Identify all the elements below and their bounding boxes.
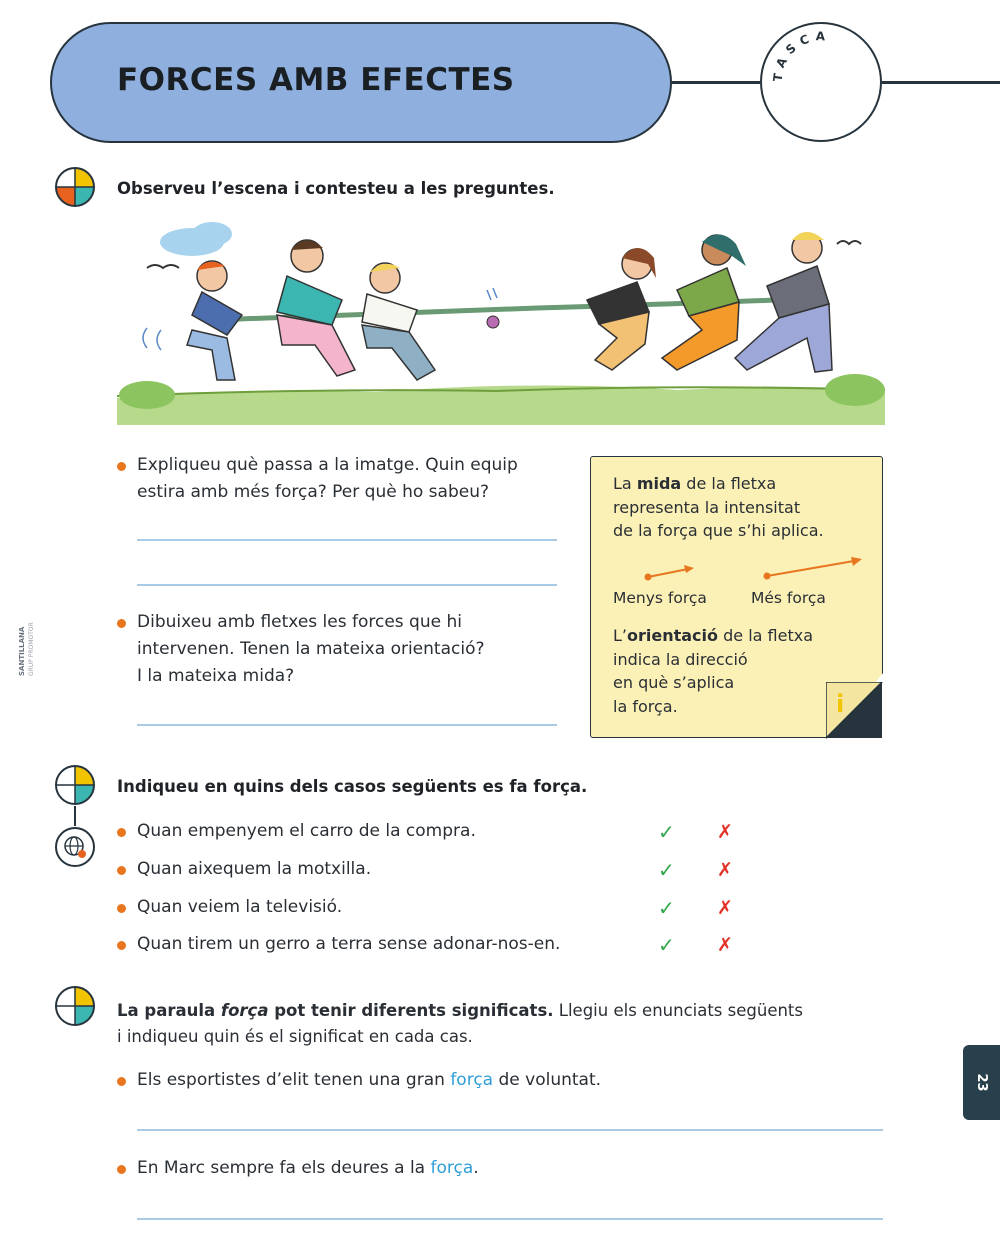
check-option[interactable]: ✓ bbox=[658, 858, 675, 882]
info-corner-icon bbox=[826, 682, 884, 739]
cross-option[interactable]: ✗ bbox=[717, 934, 733, 956]
four-quarter-icon bbox=[54, 166, 96, 208]
case-item: Quan veiem la televisió. bbox=[117, 894, 342, 921]
answer-line[interactable] bbox=[137, 1218, 883, 1220]
case-item: Quan empenyem el carro de la compra. bbox=[117, 818, 476, 845]
instruction-observe: Observeu l’escena i contesteu a les preguntes. bbox=[117, 179, 555, 198]
question-explain bbox=[117, 452, 518, 506]
instruction-meanings: La paraula força pot tenir diferents significats. Llegiu els enunciats següents i indiqueu quin és el significat en cada cas. bbox=[117, 1001, 803, 1046]
globe-digital-icon[interactable] bbox=[54, 826, 96, 868]
bullet-dot bbox=[117, 941, 126, 950]
less-force-label: Menys força bbox=[613, 589, 707, 607]
svg-text:GRUP PROMOTOR: GRUP PROMOTOR bbox=[28, 622, 35, 676]
force-arrows-diagram bbox=[640, 556, 870, 586]
cross-option[interactable]: ✗ bbox=[717, 859, 733, 881]
question-line: estira amb més força? Per què ho sabeu? bbox=[137, 482, 489, 502]
answer-line[interactable] bbox=[137, 584, 557, 586]
tasca-badge-label bbox=[760, 22, 882, 142]
more-force-label: Més força bbox=[751, 589, 826, 607]
question-line: intervenen. Tenen la mateixa orientació? bbox=[137, 639, 485, 659]
cross-option[interactable]: ✗ bbox=[717, 897, 733, 919]
answer-line[interactable] bbox=[137, 724, 557, 726]
question-line: Expliqueu què passa a la imatge. Quin equip bbox=[137, 455, 518, 475]
question-line: I la mateixa mida? bbox=[137, 666, 295, 686]
sentence-item: Els esportistes d’elit tenen una gran força de voluntat. bbox=[117, 1067, 601, 1094]
question-draw-arrows bbox=[117, 609, 485, 690]
bullet-dot bbox=[117, 619, 126, 628]
highlighted-word: força bbox=[450, 1070, 494, 1090]
bullet-dot bbox=[117, 462, 126, 471]
large-force-arrow bbox=[767, 561, 854, 576]
info-paragraph-orientation: L’orientació de la fletxa indica la direcció en què s’aplica la força. bbox=[613, 626, 813, 716]
check-option[interactable]: ✓ bbox=[658, 820, 675, 844]
title-connector-line-right bbox=[882, 81, 1000, 84]
case-item: Quan aixequem la motxilla. bbox=[117, 856, 371, 883]
question-line: Dibuixeu amb fletxes les forces que hi bbox=[137, 612, 462, 632]
bullet-dot bbox=[117, 866, 126, 875]
answer-line[interactable] bbox=[137, 1129, 883, 1131]
case-item: Quan tirem un gerro a terra sense adonar-nos-en. bbox=[117, 931, 560, 958]
info-paragraph-size: La mida de la fletxa representa la intensitat de la força que s’hi aplica. bbox=[613, 474, 824, 540]
bullet-dot bbox=[117, 904, 126, 913]
bullet-dot bbox=[117, 828, 126, 837]
page-number: 23 bbox=[974, 1073, 989, 1092]
check-option[interactable]: ✓ bbox=[658, 896, 675, 920]
bullet-dot bbox=[117, 1165, 126, 1174]
svg-text:TASCA: TASCA bbox=[770, 29, 832, 83]
bullet-dot bbox=[117, 1077, 126, 1086]
publisher-logo bbox=[6, 580, 36, 680]
page-title: FORCES AMB EFECTES bbox=[117, 62, 515, 98]
instruction-indicate: Indiqueu en quins dels casos següents es fa força. bbox=[117, 777, 588, 796]
sentence-item: En Marc sempre fa els deures a la força. bbox=[117, 1155, 479, 1182]
cross-option[interactable]: ✗ bbox=[717, 821, 733, 843]
tug-of-war-illustration bbox=[117, 220, 885, 432]
answer-line[interactable] bbox=[137, 539, 557, 541]
highlighted-word: força bbox=[430, 1158, 474, 1178]
svg-text:SANTILLANA: SANTILLANA bbox=[18, 626, 26, 676]
svg-text:i: i bbox=[836, 690, 845, 718]
half-quarter-icon bbox=[54, 985, 96, 1027]
check-option[interactable]: ✓ bbox=[658, 933, 675, 957]
icon-connector bbox=[74, 806, 76, 826]
small-force-arrow bbox=[648, 569, 688, 577]
half-quarter-icon bbox=[54, 764, 96, 806]
title-connector-line bbox=[672, 81, 760, 84]
